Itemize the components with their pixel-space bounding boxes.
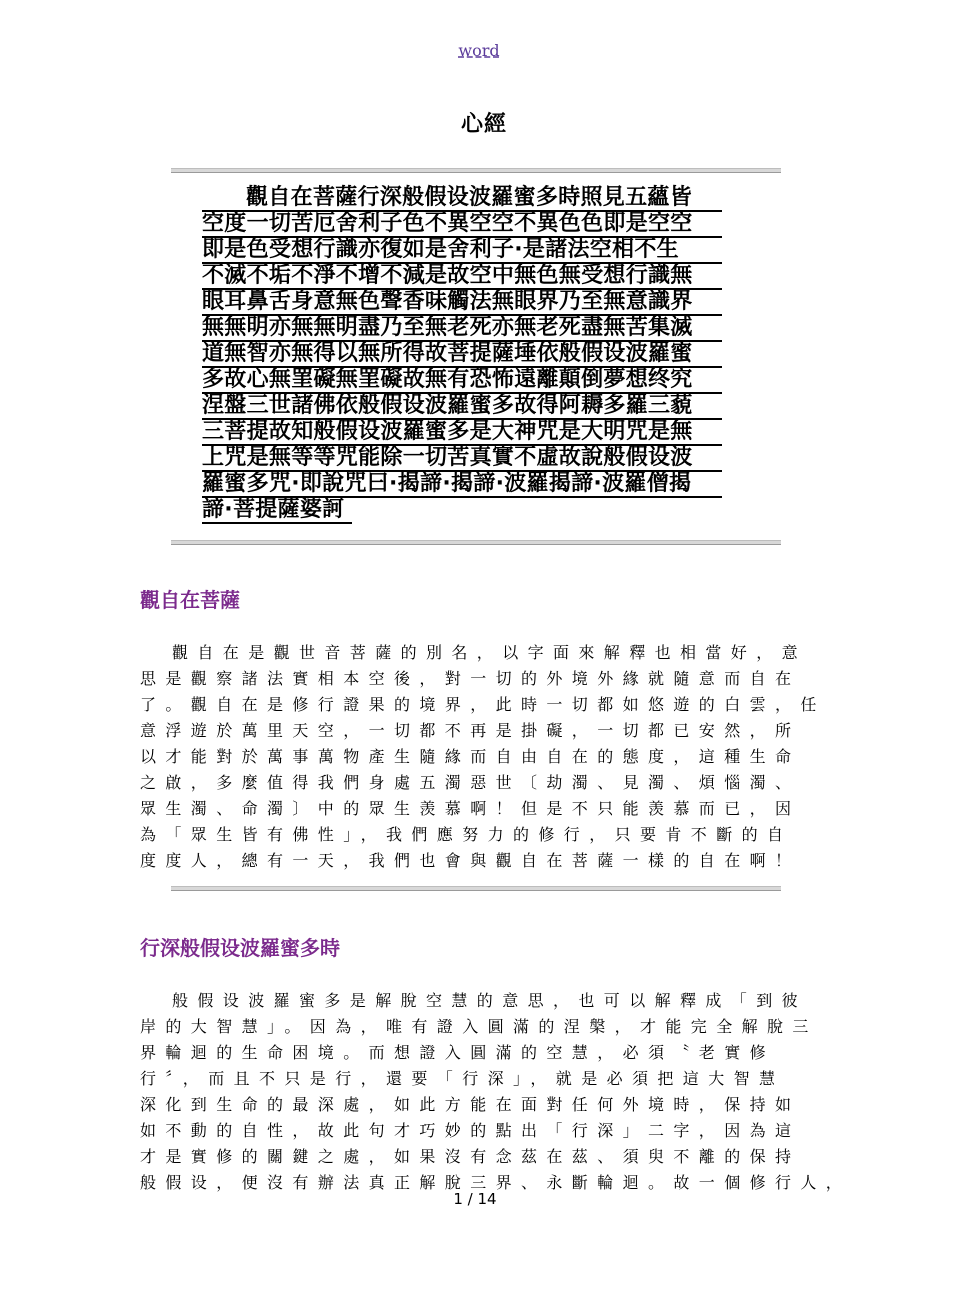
paragraph-line: 了。觀自在是修行證果的境界，此時一切都如悠遊的白雲，任 xyxy=(140,695,826,714)
page-title: 心經 xyxy=(460,112,507,137)
page-number: 1 / 14 xyxy=(453,1190,497,1208)
paragraph-line: 岸的大智慧」。因為，唯有證入圓滿的涅槃，才能完全解脫三 xyxy=(140,1017,818,1036)
sutra-line: 多故心無罣礙無罣礙故無有恐怖遠離顛倒夢想终究 xyxy=(202,368,722,394)
paragraph-line: 觀自在是觀世音菩薩的別名，以字面來解釋也相當好，意 xyxy=(172,643,808,662)
sutra-line: 道無智亦無得以無所得故菩提薩埵依般假设波羅蜜 xyxy=(202,342,722,368)
sutra-line: 羅蜜多咒·即說咒曰·揭諦·揭諦·波羅揭諦·波羅僧揭 xyxy=(202,472,722,498)
header-word-link[interactable]: word xyxy=(458,41,500,60)
sutra-text xyxy=(202,186,722,524)
paragraph-line: 界輪迴的生命困境。而想證入圓滿的空慧，必須〝老實修 xyxy=(140,1043,776,1062)
divider-top xyxy=(171,168,781,173)
paragraph-line: 思是觀察諸法實相本空後，對一切的外境外緣就隨意而自在 xyxy=(140,669,801,688)
sutra-line: 即是色受想行識亦復如是舍利子·是諸法空相不生 xyxy=(202,238,722,264)
section-heading: 觀自在菩薩 xyxy=(140,588,240,612)
section-heading: 行深般假设波羅蜜多時 xyxy=(140,936,340,960)
section-body xyxy=(140,640,826,874)
paragraph-line: 眾生濁、命濁〕中的眾生羡慕啊！但是不只能羡慕而已，因 xyxy=(140,799,801,818)
sutra-line: 上咒是無等等咒能除一切苦真實不虛故說般假设波 xyxy=(202,446,722,472)
paragraph-line: 度度人，總有一天，我們也會與觀自在菩薩一樣的自在啊！ xyxy=(140,851,801,870)
sutra-line: 涅盤三世諸佛依般假设波羅蜜多故得阿耨多羅三藐 xyxy=(202,394,722,420)
paragraph-line: 以才能對於萬事萬物產生隨緣而自由自在的態度，這種生命 xyxy=(140,747,801,766)
sutra-line: 空度一切苦厄舍利子色不異空空不異色色即是空空 xyxy=(202,212,722,238)
divider-middle xyxy=(171,886,781,891)
sutra-line: 不滅不垢不淨不增不減是故空中無色無受想行識無 xyxy=(202,264,722,290)
paragraph-line: 般假设波羅蜜多是解脫空慧的意思，也可以解釋成「到彼 xyxy=(172,991,808,1010)
paragraph-line: 為「眾生皆有佛性」，我們應努力的修行，只要肯不斷的自 xyxy=(140,825,793,844)
divider-after-sutra xyxy=(171,540,781,545)
paragraph-line: 深化到生命的最深處，如此方能在面對任何外境時，保持如 xyxy=(140,1095,801,1114)
sutra-line: 眼耳鼻舌身意無色聲香味觸法無眼界乃至無意識界 xyxy=(202,290,722,316)
section-body xyxy=(140,988,852,1196)
paragraph-line: 才是實修的關鍵之處，如果沒有念茲在茲、須臾不離的保持 xyxy=(140,1147,801,1166)
paragraph-line: 行〞，而且不只是行，還要「行深」，就是必須把這大智慧 xyxy=(140,1069,785,1088)
sutra-line: 三菩提故知般假设波羅蜜多是大神咒是大明咒是無 xyxy=(202,420,722,446)
sutra-line: 諦·菩提薩婆訶 xyxy=(202,498,352,524)
paragraph-line: 般假设，便沒有辦法真正解脫三界、永斷輪迴。故一個修行人， xyxy=(140,1173,852,1192)
sutra-line: 無無明亦無無明盡乃至無老死亦無老死盡無苦集滅 xyxy=(202,316,722,342)
paragraph-line: 之啟，多麼值得我們身處五濁惡世〔劫濁、見濁、煩惱濁、 xyxy=(140,773,801,792)
sutra-line: 觀自在菩薩行深般假设波羅蜜多時照見五蘊皆 xyxy=(202,186,722,212)
paragraph-line: 如不動的自性，故此句才巧妙的點出「行深」二字，因為這 xyxy=(140,1121,801,1140)
paragraph-line: 意浮遊於萬里天空，一切都不再是掛礙，一切都已安然，所 xyxy=(140,721,801,740)
